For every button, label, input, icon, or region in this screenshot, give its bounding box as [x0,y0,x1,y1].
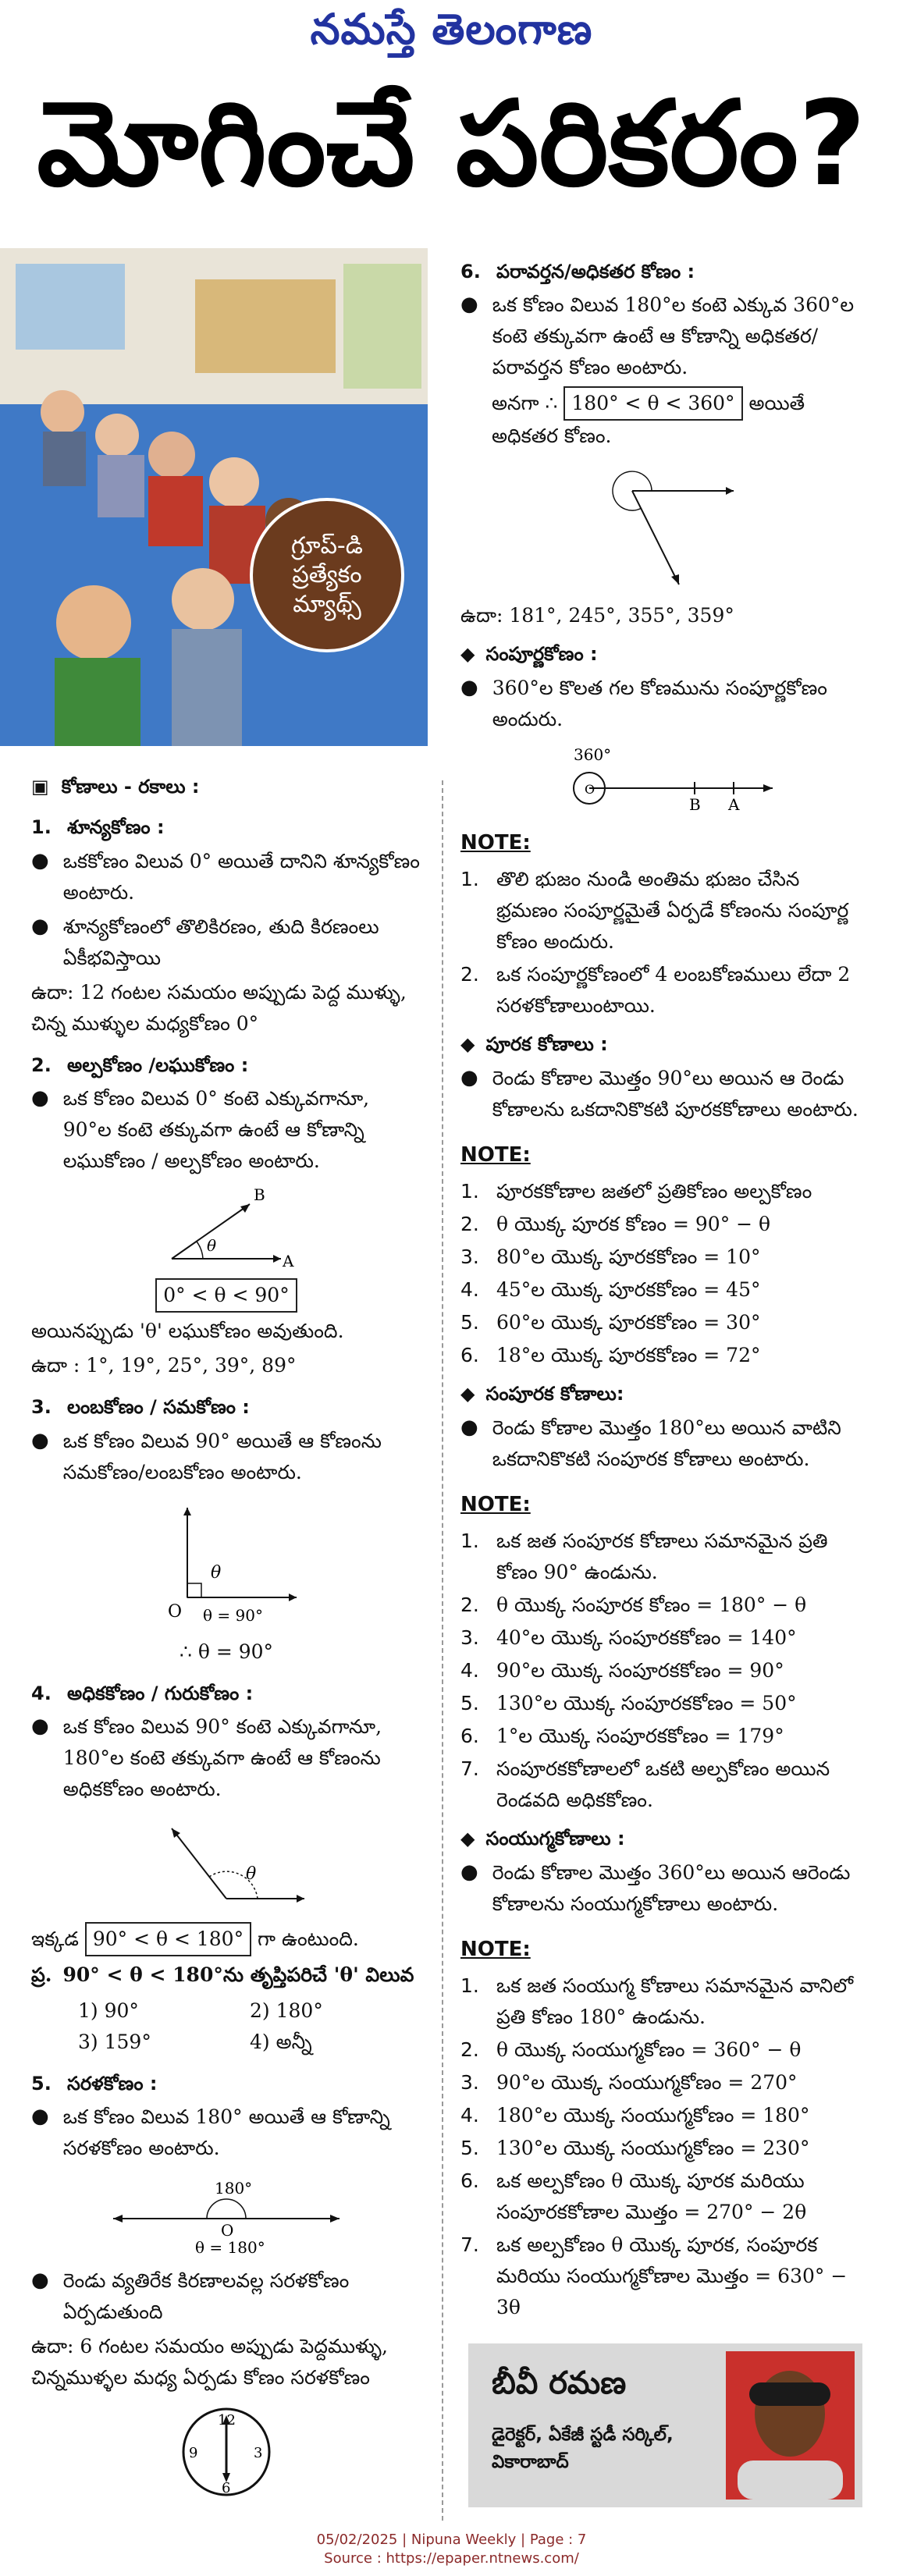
clock-6-label: 6 [222,2480,231,2497]
point-a-label: A [283,1252,294,1271]
point-a-label: A [728,794,740,813]
note-complementary: NOTE: [460,1142,531,1167]
zero-angle-note: శూన్యకోణంలో తొలికిరణం, తుది కిరణంలు ఏకీభవిస్తాయి [62,915,379,969]
reflex-angle-diagram [578,460,749,592]
acute-angle-definition: ఒక కోణం విలువ 0° కంటె ఎక్కువగానూ, 90°ల కంటె తక్కువగా ఉంటే ఆ కోణాన్ని లఘుకోణం / అల్పకోణం అంటారు. [62,1087,370,1173]
clock-12-label: 12 [218,2412,236,2429]
diamond-bullet-icon: ◆ [460,1383,475,1405]
note-item: 90°ల యొక్క సంపూరకకోణం = 90° [496,1659,784,1682]
newspaper-masthead: నమస్తే తెలంగాణ [310,5,593,54]
bullet-icon: ● [31,2269,49,2293]
option-2: 2) 180° [250,1999,323,2022]
diamond-bullet-icon: ◆ [460,1828,475,1850]
footer-edition: 05/02/2025 | Nipuna Weekly | Page : 7 [316,2532,587,2548]
classroom-illustration [0,248,428,746]
note-item: 80°ల యొక్క పూరకకోణం = 10° [496,1245,761,1269]
straight-angle-definition: ఒక కోణం విలువ 180° అయితే ఆ కోణాన్ని సరళకోణం అంటారు. [62,2105,390,2160]
obtuse-range-box: 90° < θ < 180° [85,1922,251,1956]
zero-angle-definition: ఒకకోణం విలువ 0° అయితే దానిని శూన్యకోణం అంటారు. [62,849,420,904]
zero-angle-example: ఉదా: 12 గంటల సమయం అప్పుడు పెద్ద ముళ్ళు, చిన్న ముళ్ళుల మధ్యకోణం 0° [31,980,407,1035]
diamond-bullet-icon: ◆ [460,643,475,666]
complementary-definition: రెండు కోణాల మొత్తం 90°లు అయిన ఆ రెండు కోణాలను ఒకదానికొకటి పూరకకోణాలు అంటారు. [492,1066,859,1121]
straight-angle-note: రెండు వ్యతిరేక కిరణాలవల్ల సరళకోణం ఏర్పడుతుంది [62,2269,350,2324]
author-name: బీవీ రమణ [492,2365,627,2401]
origin-label: O [168,1601,183,1622]
note-item: ఒక జత సంపూరక కోణాలు సమానమైన ప్రతి కోణం 90° ఉండును. [496,1530,828,1584]
right-angle-diagram [140,1496,312,1629]
group-d-maths-badge [250,498,404,652]
angles-types-heading: ▣ కోణాలు - రకాలు : [31,772,421,801]
section-reflex-angle: 6. పరావర్తన/అధికతర కోణం : [460,261,695,282]
angle-360-label: 360° [574,744,612,764]
clock-icon [176,2401,277,2503]
point-b-label: B [254,1185,265,1205]
diamond-bullet-icon: ◆ [460,1033,475,1056]
bullet-icon: ● [31,1428,49,1452]
note-item: 45°ల యొక్క పూరకకోణం = 45° [496,1278,761,1302]
note-item: 40°ల యొక్క సంపూరకకోణం = 140° [496,1626,797,1650]
theta-label: θ [207,1236,217,1256]
classroom-photo [0,248,428,746]
note-item: θ యొక్క పూరక కోణం = 90° − θ [496,1213,771,1236]
theta-label: θ [246,1864,257,1884]
right-angle-definition: ఒక కోణం విలువ 90° అయితే ఆ కోణంను సమకోణం/లంబకోణం అంటారు. [62,1429,382,1483]
conjugate-definition: రెండు కోణాల మొత్తం 360°లు అయిన ఆరెండు కోణాలను సంయుగ్మకోణాలు అంటారు. [492,1860,851,1915]
angle-180-label: 180° [215,2179,253,2198]
origin-label: O [221,2221,234,2240]
author-photo [726,2351,855,2500]
option-3: 3) 159° [78,2030,151,2053]
note-full-angle: NOTE: [460,830,531,855]
left-column: ▣ కోణాలు - రకాలు : 1. శూన్యకోణం : ● ఒకకోణం విలువ 0° అయితే దానిని శూన్యకోణం అంటారు. ● శూన్యకోణంలో తొలికిరణం, తుది కిరణంలు ఏకీభవిస్తాయి ఉదా: 12 గంటల సమయం అప్పుడు పెద్ద ముళ్ళు, చిన్న ముళ్ళుల మధ్యకోణం 0° 2. అల్పకోణం /లఘుకోణం : ● ఒక కోణం విలువ 0° కంటె ఎక్కువగానూ, 90°ల కంటె తక్కువగా ఉంటే ఆ కోణాన్ని లఘుకోణం / అల్పకోణం అంటారు. θ A B 0° < θ < 90° అయినప్పుడు 'θ' లఘుకోణం అవుతుంది. ఉదా : 1°, 19°, 25°, 39°, 89° 3. లంబకోణం / సమకోణం : ● ఒక కోణం విలువ 90° అయితే ఆ కోణంను సమకోణం/లంబకోణం అంటారు. θ O θ = 90° ∴ θ = 90° 4. అధికకోణం / గురుకోణం : ● ఒక కోణం విలువ 90° కంటె ఎక్కువగానూ, 180°ల కంటె తక్కువగా ఉంటే ఆ కోణంను అధికకోణం అంటారు. θ ఇక్కడ 90° < θ < 180° గా ఉంటుంది. ప్ర. 90° < θ < 180°ను తృప్తిపరిచే 'θ' విలువ 1) 90° 2) 180° 3) 159° 4) అన్నీ 5. సరళకోణం : ● ఒక కోణం విలువ 180° అయితే ఆ కోణాన్ని సరళకోణం అంటారు. 180° O θ = 180° ● రెండు వ్యతిరేక కిరణాలవల్ల సరళకోణం ఏర్పడుతుంది ఉదా: 6 గంటల సమయం అప్పుడు పెద్దముళ్ళు, చిన్నముళ్ళల మధ్య ఏర్పడు కోణం సరళకోణం 12 3 6 9 [31,761,421,2510]
column-divider [442,780,443,2521]
full-angle-diagram [546,743,780,813]
bullet-icon: ● [460,1860,478,1884]
section-supplementary-angles: ◆ సంపూరక కోణాలు: [460,1379,866,1409]
badge-line-2: ప్రత్యేకం [292,561,362,589]
clock-3-label: 3 [254,2445,263,2462]
badge-line-1: గ్రూప్-డి [291,531,363,560]
note-item: θ యొక్క సంయుగ్మకోణం = 360° − θ [496,2038,802,2062]
bullet-icon: ● [460,1415,478,1439]
bullet-icon: ● [31,1714,49,1738]
note-item: సంపూరకకోణాలలో ఒకటి అల్పకోణం అయిన రెండవది అధికకోణం. [496,1757,830,1812]
obtuse-angle-definition: ఒక కోణం విలువ 90° కంటె ఎక్కువగానూ, 180°ల కంటె తక్కువగా ఉంటే ఆ కోణంను అధికకోణం అంటారు. [62,1714,382,1800]
section-zero-angle: 1. శూన్యకోణం : [31,816,165,839]
note-item: తొలి భుజం నుండి అంతిమ భుజం చేసిన భ్రమణం సంపూర్ణమైతే ఏర్పడే కోణంను సంపూర్ణ కోణం అందురు. [496,868,849,954]
bullet-icon: ● [31,848,49,872]
obtuse-angle-diagram [140,1813,312,1914]
acute-angle-example: ఉదా : 1°, 19°, 25°, 39°, 89° [31,1354,297,1377]
section-complementary-angles: ◆ పూరక కోణాలు : [460,1029,866,1059]
note-item: ఒక జత సంయుగ్మ కోణాలు సమానమైన వానిలో ప్రతి కోణం 180° ఉండును. [496,1974,854,2029]
author-box [468,2343,862,2507]
supplementary-definition: రెండు కోణాల మొత్తం 180°లు అయిన వాటిని ఒకదానికొకటి సంపూరక కోణాలు అంటారు. [492,1416,841,1470]
section-straight-angle: 5. సరళకోణం : [31,2072,158,2095]
note-item: ఒక అల్పకోణం θ యొక్క పూరక మరియు సంపూరకకోణాల మొత్తం = 270° − 2θ [496,2169,807,2224]
note-item: 130°ల యొక్క సంయుగ్మకోణం = 230° [496,2137,810,2160]
note-item: 1°ల యొక్క సంపూరకకోణం = 179° [496,1725,784,1748]
straight-angle-diagram [101,2172,351,2258]
page-headline: మోగించే పరికరం? [37,76,866,212]
section-obtuse-angle: 4. అధికకోణం / గురుకోణం : [31,1682,254,1704]
full-angle-definition: 360°ల కొలత గల కోణమును సంపూర్ణకోణం అందురు. [492,676,827,730]
footer-source: Source : https://epaper.ntnews.com/ [324,2550,579,2567]
acute-range-box: 0° < θ < 90° [155,1278,297,1313]
bullet-icon: ● [31,2105,49,2129]
section-full-angle: ◆ సంపూర్ణకోణం : [460,639,866,669]
section-conjugate-angles: ◆ సంయుగ్మకోణాలు : [460,1824,866,1853]
note-item: 90°ల యొక్క సంయుగ్మకోణం = 270° [496,2071,798,2095]
right-column: 6. పరావర్తన/అధికతర కోణం : ● ఒక కోణం విలువ 180°ల కంటె ఎక్కువ 360°ల కంటె తక్కువగా ఉంటే ఆ కోణాన్ని అధికతర/పరావర్తన కోణం అంటారు. అనగా ∴ 180° < θ < 360° అయితే అధికతర కోణం. ఉదా: 181°, 245°, 355°, 359° ◆ సంపూర్ణకోణం : ● 360°ల కొలత గల కోణమును సంపూర్ణకోణం అందురు. 360° O B A NOTE: 1. తొలి భుజం నుండి అంతిమ భుజం చేసిన భ్రమణం సంపూర్ణమైతే ఏర్పడే కోణంను సంపూర్ణ కోణం అందురు. 2. ఒక సంపూర్ణకోణంలో 4 లంబకోణములు లేదా 2 సరళకోణాలుంటాయి. ◆ పూరక కోణాలు : ● రెండు కోణాల మొత్తం 90°లు అయిన ఆ రెండు కోణాలను ఒకదానికొకటి పూరకకోణాలు అంటారు. NOTE: 1. పూరకకోణాల జతలో ప్రతికోణం అల్పకోణం 2. θ యొక్క పూరక కోణం = 90° − θ 3. 80°ల యొక్క పూరకకోణం = 10° 4. 45°ల యొక్క పూరకకోణం = 45° 5. 60°ల యొక్క పూరకకోణం = 30° 6. 18°ల యొక్క పూరకకోణం = 72° ◆ సంపూరక కోణాలు: ● రెండు కోణాల మొత్తం 180°లు అయిన వాటిని ఒకదానికొకటి సంపూరక కోణాలు అంటారు. NOTE: 1. ఒక జత సంపూరక కోణాలు సమానమైన ప్రతి కోణం 90° ఉండును. 2. θ యొక్క సంపూరక కోణం = 180° − θ 3. 40°ల యొక్క సంపూరకకోణం = 140° 4. 90°ల యొక్క సంపూరకకోణం = 90° 5. 130°ల యొక్క సంపూరకకోణం = 50° 6. 1°ల యొక్క సంపూరకకోణం = 179° 7. సంపూరకకోణాలలో ఒకటి అల్పకోణం అయిన రెండవది అధికకోణం. ◆ సంయుగ్మకోణాలు : ● రెండు కోణాల మొత్తం 360°లు అయిన ఆరెండు కోణాలను సంయుగ్మకోణాలు అంటారు. NOTE: 1. ఒక జత సంయుగ్మ కోణాలు సమానమైన వానిలో ప్రతి కోణం 180° ఉండును. 2. θ యొక్క సంయుగ్మకోణం = 360° − θ 3. 90°ల యొక్క సంయుగ్మకోణం = 270° 4. 180°ల యొక్క సంయుగ్మకోణం = 180° 5. 130°ల యొక్క సంయుగ్మకోణం = 230° 6. ఒక అల్పకోణం θ యొక్క పూరక మరియు సంపూరకకోణాల మొత్తం = 270° − 2θ 7. ఒక అల్పకోణం θ యొక్క పూరక, సంపూరక మరియు సంయుగ్మకోణాల మొత్తం = 630° − 3θ [460,246,866,2325]
badge-line-3: మ్యాథ్స్ [293,590,361,618]
straight-angle-equation: θ = 180° [195,2238,265,2258]
bullet-icon: ● [460,293,478,317]
reflex-range-box: 180° < θ < 360° [563,386,742,421]
right-angle-result: ∴ θ = 90° [179,1640,274,1663]
option-4: 4) అన్నీ [250,2030,312,2053]
note-item: ఒక అల్పకోణం θ యొక్క పూరక, సంపూరక మరియు సంయుగ్మకోణాల మొత్తం = 630° − 3θ [496,2233,848,2319]
reflex-angle-definition: ఒక కోణం విలువ 180°ల కంటె ఎక్కువ 360°ల కంటె తక్కువగా ఉంటే ఆ కోణాన్ని అధికతర/పరావర్తన కోణం అంటారు. [492,293,855,379]
acute-angle-diagram [148,1185,304,1270]
page-footer [0,2531,903,2569]
reflex-angle-example: ఉదా: 181°, 245°, 355°, 359° [460,604,734,627]
author-role: డైరెక్టర్, ఏకేజీ స్టడీ సర్కిల్, వికారాబాద్ [492,2425,674,2472]
option-1: 1) 90° [78,1999,139,2022]
section-right-angle: 3. లంబకోణం / సమకోణం : [31,1396,250,1419]
clock-9-label: 9 [189,2445,198,2462]
origin-label: O [585,781,595,797]
bullet-icon: ● [460,675,478,699]
practice-question: ప్ర. 90° < θ < 180°ను తృప్తిపరిచే 'θ' విలువ [31,1963,414,1986]
question-options [78,1995,421,2058]
acute-angle-condition: అయినప్పుడు 'θ' లఘుకోణం అవుతుంది. [31,1320,344,1343]
point-b-label: B [689,794,701,813]
bullet-icon: ● [31,1086,49,1110]
author-portrait-illustration [726,2351,855,2500]
note-item: పూరకకోణాల జతలో ప్రతికోణం అల్పకోణం [496,1180,812,1203]
bullet-icon: ● [460,1065,478,1089]
note-supplementary: NOTE: [460,1492,531,1516]
box-bullet-icon: ▣ [31,776,49,798]
note-conjugate: NOTE: [460,1937,531,1961]
straight-angle-example: ఉదా: 6 గంటల సమయం అప్పుడు పెద్దముళ్ళు, చిన్నముళ్ళల మధ్య ఏర్పడు కోణం సరళకోణం [31,2335,388,2389]
note-item: 60°ల యొక్క పూరకకోణం = 30° [496,1311,761,1334]
note-item: θ యొక్క సంపూరక కోణం = 180° − θ [496,1594,807,1617]
note-item: ఒక సంపూర్ణకోణంలో 4 లంబకోణములు లేదా 2 సరళకోణాలుంటాయి. [496,963,851,1018]
note-item: 130°ల యొక్క సంపూరకకోణం = 50° [496,1692,797,1715]
bullet-icon: ● [31,914,49,938]
note-item: 18°ల యొక్క పూరకకోణం = 72° [496,1344,761,1367]
theta-label: θ [211,1562,222,1583]
section-acute-angle: 2. అల్పకోణం /లఘుకోణం : [31,1053,249,1076]
right-angle-equation: θ = 90° [203,1605,263,1625]
note-item: 180°ల యొక్క సంయుగ్మకోణం = 180° [496,2104,810,2127]
